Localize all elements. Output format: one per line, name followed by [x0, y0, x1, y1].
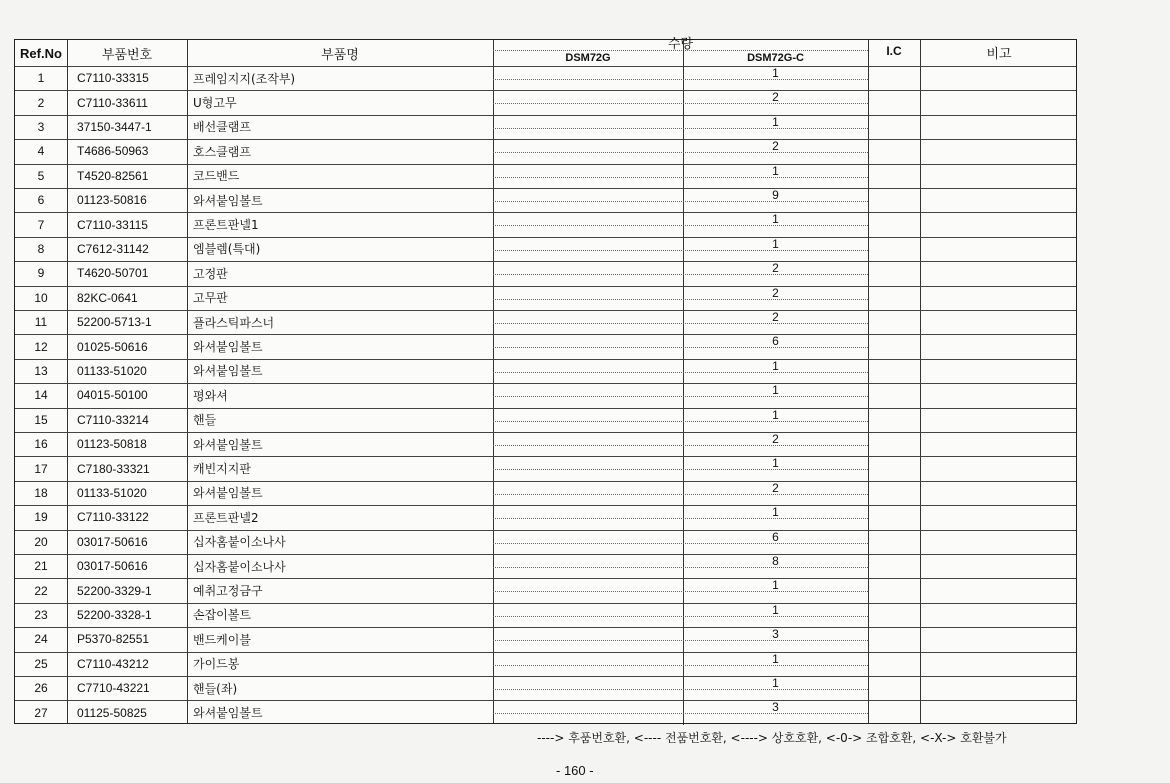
qty-row-divider [493, 177, 868, 178]
quantity-cell: 1 [772, 212, 779, 225]
header-quantity: 수량 [667, 36, 694, 50]
ref-no-cell: 23 [34, 607, 48, 622]
ref-no-cell: 20 [34, 534, 48, 549]
qty-row-divider [493, 445, 868, 446]
quantity-cell: 1 [772, 505, 779, 518]
quantity-cell: 3 [772, 700, 779, 713]
table-row [15, 139, 1078, 163]
part-number-cell: 82KC-0641 [77, 290, 138, 305]
table-row [15, 66, 1078, 90]
quantity-cell: 2 [772, 310, 779, 322]
qty-row-divider [493, 103, 868, 104]
part-number-cell: 01123-50816 [77, 193, 147, 208]
table-row [15, 188, 1078, 212]
qty-row-divider [493, 372, 868, 373]
table-row [15, 212, 1078, 236]
quantity-cell: 6 [772, 529, 779, 542]
part-number-cell: C7110-33611 [77, 95, 148, 110]
quantity-cell: 8 [772, 554, 779, 566]
ref-no-cell: 8 [37, 241, 45, 256]
ref-no-cell: 19 [34, 510, 48, 525]
ref-no-cell: 9 [37, 266, 45, 281]
part-name-cell: 배선클램프 [193, 120, 251, 135]
part-name-cell: 가이드봉 [193, 657, 240, 672]
part-number-cell: T4686-50963 [77, 144, 149, 159]
part-number-cell: C7110-33214 [77, 412, 149, 427]
table-row [15, 310, 1078, 334]
quantity-cell: 6 [772, 334, 779, 347]
quantity-cell: 1 [772, 114, 779, 127]
part-name-cell: 엠블렘(특대) [193, 242, 261, 257]
table-row [15, 237, 1078, 261]
part-name-cell: 와셔붙임볼트 [193, 340, 263, 355]
header-ref-no: Ref.No [20, 45, 62, 61]
table-row [15, 554, 1078, 578]
part-name-cell: 캐빈지지판 [193, 462, 251, 477]
qty-row-divider [493, 299, 868, 300]
part-number-cell: 52200-3329-1 [77, 583, 152, 598]
ref-no-cell: 3 [37, 119, 45, 134]
part-number-cell: 01125-50825 [77, 705, 147, 720]
header-part-name: 부품명 [321, 47, 359, 63]
qty-row-divider [493, 689, 868, 690]
part-number-cell: C7110-33115 [77, 217, 148, 232]
part-number-cell: C7110-43212 [77, 656, 149, 671]
part-number-cell: 01123-50818 [77, 437, 147, 452]
ref-no-cell: 25 [34, 656, 48, 671]
ref-no-cell: 7 [37, 217, 45, 232]
qty-row-divider [493, 616, 868, 617]
ref-no-cell: 4 [37, 144, 45, 159]
part-name-cell: 핸들 [193, 413, 217, 428]
ref-no-cell: 6 [37, 193, 45, 208]
part-number-cell: T4520-82561 [77, 168, 149, 183]
qty-row-divider [493, 469, 868, 470]
qty-row-divider [493, 543, 868, 544]
part-name-cell: 프론트판넬1 [193, 218, 259, 233]
part-number-cell: 37150-3447-1 [77, 119, 152, 134]
part-number-cell: 01133-51020 [77, 485, 147, 500]
part-name-cell: 와셔붙임볼트 [193, 364, 263, 379]
quantity-cell: 2 [772, 285, 779, 298]
ref-no-cell: 14 [34, 388, 48, 403]
qty-row-divider [493, 323, 868, 324]
quantity-cell: 1 [772, 236, 779, 249]
part-name-cell: 손잡이볼트 [193, 608, 251, 623]
table-row [15, 627, 1078, 651]
qty-row-divider [493, 225, 868, 226]
part-name-cell: 고정판 [193, 266, 228, 281]
qty-row-divider [493, 201, 868, 202]
part-name-cell: U형고무 [193, 96, 237, 111]
part-name-cell: 핸들(좌) [193, 681, 238, 696]
qty-row-divider [493, 250, 868, 251]
part-number-cell: 01025-50616 [77, 339, 148, 354]
part-number-cell: 03017-50616 [77, 534, 148, 549]
qty-row-divider [493, 591, 868, 592]
part-number-cell: C7110-33122 [77, 510, 149, 525]
qty-row-divider [493, 347, 868, 348]
ref-no-cell: 22 [34, 583, 48, 598]
quantity-cell: 2 [772, 261, 779, 274]
quantity-cell: 1 [772, 66, 779, 78]
part-number-cell: 52200-5713-1 [77, 315, 152, 330]
table-row [15, 700, 1078, 724]
quantity-cell: 1 [772, 602, 779, 615]
qty-row-divider [493, 567, 868, 568]
table-row [15, 359, 1078, 383]
qty-row-divider [493, 518, 868, 519]
table-row [15, 676, 1078, 700]
part-name-cell: 와셔붙임볼트 [193, 486, 263, 501]
part-number-cell: T4620-50701 [77, 266, 149, 281]
ref-no-cell: 15 [34, 412, 48, 427]
quantity-cell: 1 [772, 578, 779, 591]
qty-row-divider [493, 274, 868, 275]
part-name-cell: 와셔붙임볼트 [193, 193, 263, 208]
qty-row-divider [493, 421, 868, 422]
header-part-number: 부품번호 [101, 47, 153, 63]
parts-table [14, 36, 1077, 724]
part-name-cell: 예취고정금구 [193, 584, 263, 599]
qty-row-divider [493, 152, 868, 153]
quantity-cell: 1 [772, 383, 779, 396]
header-model-b: DSM72G-C [747, 52, 804, 64]
ref-no-cell: 17 [34, 461, 48, 476]
part-name-cell: 와셔붙임볼트 [193, 437, 263, 452]
header-ic: I.C [886, 44, 902, 58]
qty-header-divider [493, 50, 868, 51]
part-number-cell: C7710-43221 [77, 681, 150, 696]
table-row [15, 261, 1078, 285]
ref-no-cell: 13 [34, 363, 48, 378]
part-name-cell: 평와셔 [193, 388, 228, 403]
header-model-a: DSM72G [565, 52, 611, 64]
part-name-cell: 와셔붙임볼트 [193, 706, 263, 721]
quantity-cell: 2 [772, 480, 779, 493]
ref-no-cell: 16 [34, 437, 48, 452]
table-row [15, 115, 1078, 139]
part-name-cell: 플라스틱파스너 [193, 315, 275, 330]
table-row [15, 334, 1078, 358]
quantity-cell: 1 [772, 358, 779, 371]
page-number: - 160 - [556, 763, 594, 778]
part-number-cell: C7612-31142 [77, 241, 149, 256]
table-row [15, 481, 1078, 505]
qty-row-divider [493, 713, 868, 714]
part-name-cell: 고무판 [193, 291, 228, 306]
ref-no-cell: 10 [34, 290, 48, 305]
quantity-cell: 1 [772, 456, 779, 469]
table-row [15, 505, 1078, 529]
table-row [15, 603, 1078, 627]
part-name-cell: 코드밴드 [193, 169, 240, 184]
ref-no-cell: 1 [37, 71, 45, 86]
table-row [15, 652, 1078, 676]
qty-row-divider [493, 396, 868, 397]
table-row [15, 408, 1078, 432]
ref-no-cell: 2 [37, 95, 45, 110]
part-number-cell: 04015-50100 [77, 388, 148, 403]
ref-no-cell: 27 [34, 705, 48, 720]
part-number-cell: 52200-3328-1 [77, 607, 152, 622]
quantity-cell: 2 [772, 90, 779, 103]
table-row [15, 456, 1078, 480]
quantity-cell: 1 [772, 651, 779, 664]
table-row [15, 164, 1078, 188]
quantity-cell: 2 [772, 139, 779, 152]
qty-row-divider [493, 640, 868, 641]
ref-no-cell: 12 [34, 339, 48, 354]
part-number-cell: P5370-82551 [77, 632, 150, 647]
part-name-cell: 밴드케이블 [193, 632, 251, 647]
ref-no-cell: 26 [34, 681, 48, 696]
part-number-cell: 03017-50616 [77, 559, 148, 574]
ref-no-cell: 21 [34, 559, 48, 574]
header-remarks: 비고 [986, 46, 1012, 62]
table-row [15, 90, 1078, 114]
table-row [15, 432, 1078, 456]
quantity-cell: 1 [772, 163, 779, 176]
table-row [15, 530, 1078, 554]
part-number-cell: C7180-33321 [77, 461, 150, 476]
ref-no-cell: 11 [34, 315, 48, 330]
interchangeability-legend: ----> 후품번호환, <---- 전품번호환, <----> 상호호환, <-0-> 조합호환, <-X-> 호환불가 [537, 731, 1007, 745]
part-name-cell: 프레임지지(조작부) [193, 71, 296, 86]
ref-no-cell: 5 [37, 168, 45, 183]
table-row [15, 383, 1078, 407]
quantity-cell: 2 [772, 432, 779, 444]
table-row [15, 286, 1078, 310]
qty-row-divider [493, 128, 868, 129]
quantity-cell: 3 [772, 627, 779, 640]
ref-no-cell: 24 [34, 632, 48, 647]
part-name-cell: 십자홈붙이소나사 [193, 535, 286, 550]
part-name-cell: 프론트판넬2 [193, 510, 259, 525]
table-row [15, 578, 1078, 602]
part-number-cell: C7110-33315 [77, 71, 149, 86]
qty-row-divider [493, 665, 868, 666]
part-name-cell: 호스클램프 [193, 144, 251, 159]
quantity-cell: 1 [772, 676, 779, 688]
part-name-cell: 십자홈붙이소나사 [193, 559, 286, 574]
part-number-cell: 01133-51020 [77, 363, 147, 378]
quantity-cell: 9 [772, 188, 779, 200]
quantity-cell: 1 [772, 407, 779, 420]
qty-row-divider [493, 494, 868, 495]
qty-row-divider [493, 79, 868, 80]
ref-no-cell: 18 [34, 485, 48, 500]
